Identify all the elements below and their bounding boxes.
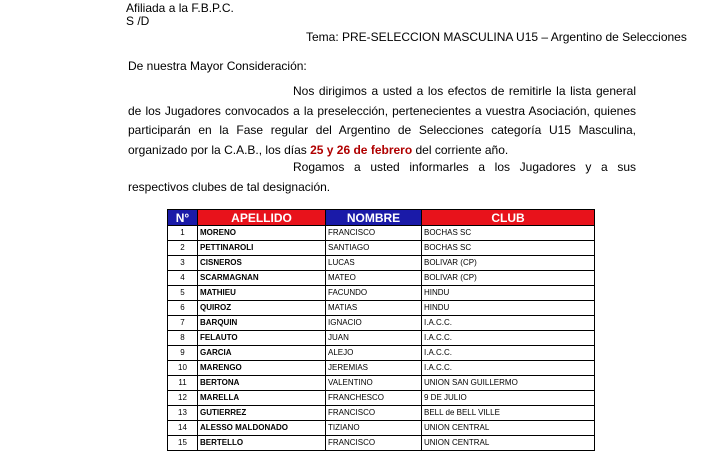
player-surname: MARELLA [198,391,326,406]
table-row [168,421,595,436]
player-club: 9 DE JULIO [422,391,595,406]
player-club: I.A.C.C. [422,331,595,346]
player-name: FRANCISCO [326,226,422,241]
row-number: 14 [168,421,198,436]
player-surname: GUTIERREZ [198,406,326,421]
table-header-row [168,210,595,226]
table-row [168,226,595,241]
table-row [168,331,595,346]
player-surname: MATHIEU [198,286,326,301]
player-club: BOLIVAR (CP) [422,271,595,286]
table-row [168,271,595,286]
table-row [168,286,595,301]
row-number: 15 [168,436,198,451]
player-club: HINDU [422,286,595,301]
paragraph-1-text: Nos dirigimos a usted a los efectos de remitirle la lista general de los Jugadores convocados a la preselección, pertenecientes a vuestra Asociación, quienes participarán en la Fase regular del Argentino de Selecciones categoría U15 Masculina, organizado por la C.A.B., los días [128,84,636,157]
affiliation-line: Afiliada a la F.B.P.C. [126,1,234,15]
player-name: LUCAS [326,256,422,271]
header-club: CLUB [422,210,595,226]
body-paragraph-1 [128,82,636,160]
player-surname: BARQUIN [198,316,326,331]
row-number: 2 [168,241,198,256]
player-surname: CISNEROS [198,256,326,271]
player-name: MATEO [326,271,422,286]
table-body [168,226,595,451]
row-number: 6 [168,301,198,316]
row-number: 9 [168,346,198,361]
player-club: UNION CENTRAL [422,436,595,451]
header-number: N° [168,210,198,226]
player-club: I.A.C.C. [422,316,595,331]
player-club: BOCHAS SC [422,226,595,241]
player-club: I.A.C.C. [422,361,595,376]
row-number: 10 [168,361,198,376]
row-number: 1 [168,226,198,241]
row-number: 8 [168,331,198,346]
player-name: FRANCISCO [326,436,422,451]
header-apellido: APELLIDO [198,210,326,226]
player-club: I.A.C.C. [422,346,595,361]
player-surname: GARCIA [198,346,326,361]
player-name: JEREMIAS [326,361,422,376]
player-name: MATIAS [326,301,422,316]
greeting-line: De nuestra Mayor Consideración: [128,59,307,73]
player-club: BOCHAS SC [422,241,595,256]
player-surname: BERTELLO [198,436,326,451]
player-club: HINDU [422,301,595,316]
table-row [168,301,595,316]
table-row [168,436,595,451]
player-surname: MORENO [198,226,326,241]
row-number: 11 [168,376,198,391]
player-name: FRANCHESCO [326,391,422,406]
table-row [168,316,595,331]
table-row [168,346,595,361]
event-dates: 25 y 26 de febrero [310,142,413,157]
sd-line: S /D [126,14,150,28]
player-club: UNION CENTRAL [422,421,595,436]
table-row [168,241,595,256]
player-name: VALENTINO [326,376,422,391]
player-club: BOLIVAR (CP) [422,256,595,271]
row-number: 12 [168,391,198,406]
row-number: 3 [168,256,198,271]
player-surname: BERTONA [198,376,326,391]
player-name: SANTIAGO [326,241,422,256]
table-row [168,256,595,271]
header-nombre: NOMBRE [326,210,422,226]
player-name: FACUNDO [326,286,422,301]
row-number: 5 [168,286,198,301]
player-surname: ALESSO MALDONADO [198,421,326,436]
body-paragraph-2 [128,158,636,197]
row-number: 13 [168,406,198,421]
player-name: FRANCISCO [326,406,422,421]
paragraph-2-text: Rogamos a usted informarles a los Jugadores y a sus respectivos clubes de tal designación. [128,160,636,194]
table-row [168,376,595,391]
row-number: 4 [168,271,198,286]
player-club: BELL de BELL VILLE [422,406,595,421]
player-name: ALEJO [326,346,422,361]
paragraph-1-ending: del corriente año. [412,142,509,157]
players-table [167,209,595,451]
player-name: JUAN [326,331,422,346]
player-name: IGNACIO [326,316,422,331]
player-surname: FELAUTO [198,331,326,346]
player-surname: MARENGO [198,361,326,376]
player-surname: PETTINAROLI [198,241,326,256]
row-number: 7 [168,316,198,331]
player-name: TIZIANO [326,421,422,436]
player-surname: SCARMAGNAN [198,271,326,286]
player-surname: QUIROZ [198,301,326,316]
table-row [168,361,595,376]
player-club: UNION SAN GUILLERMO [422,376,595,391]
table-row [168,391,595,406]
table-row [168,406,595,421]
subject-line: Tema: PRE-SELECCION MASCULINA U15 – Argentino de Selecciones [306,30,687,44]
